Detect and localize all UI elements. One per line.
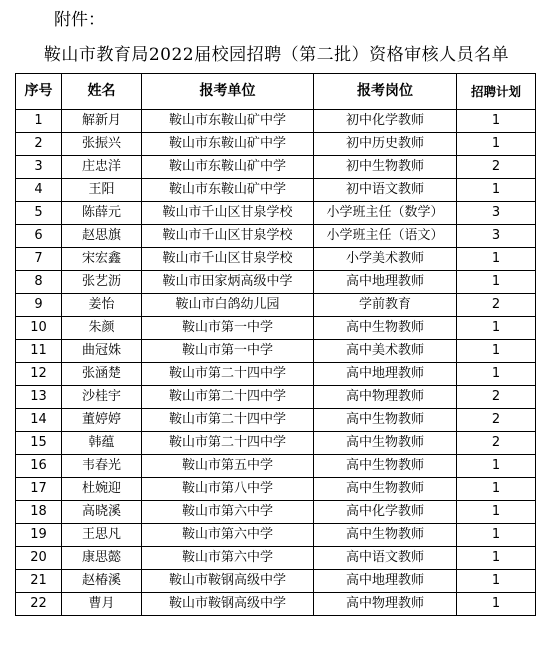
cell-plan: 1 (457, 317, 536, 340)
cell-unit: 鞍山市第二十四中学 (142, 363, 314, 386)
cell-unit: 鞍山市第八中学 (142, 478, 314, 501)
cell-position: 小学班主任（数学） (314, 202, 457, 225)
cell-plan: 1 (457, 271, 536, 294)
cell-unit: 鞍山市白鸽幼儿园 (142, 294, 314, 317)
cell-plan: 1 (457, 110, 536, 133)
table-row (16, 524, 536, 547)
cell-index: 8 (16, 271, 62, 294)
cell-plan: 1 (457, 524, 536, 547)
cell-plan: 1 (457, 455, 536, 478)
cell-unit: 鞍山市第六中学 (142, 524, 314, 547)
cell-plan: 2 (457, 432, 536, 455)
cell-position: 高中地理教师 (314, 363, 457, 386)
table-row (16, 432, 536, 455)
cell-position: 初中语文教师 (314, 179, 457, 202)
cell-name: 赵思旗 (62, 225, 142, 248)
cell-index: 17 (16, 478, 62, 501)
cell-unit: 鞍山市第六中学 (142, 547, 314, 570)
table-row (16, 179, 536, 202)
cell-index: 11 (16, 340, 62, 363)
cell-name: 朱颜 (62, 317, 142, 340)
table-row (16, 455, 536, 478)
cell-index: 10 (16, 317, 62, 340)
cell-index: 7 (16, 248, 62, 271)
cell-unit: 鞍山市第二十四中学 (142, 386, 314, 409)
cell-unit: 鞍山市田家炳高级中学 (142, 271, 314, 294)
cell-unit: 鞍山市鞍钢高级中学 (142, 593, 314, 616)
table-row (16, 501, 536, 524)
document-title: 鞍山市教育局2022届校园招聘（第二批）资格审核人员名单 (43, 45, 510, 65)
cell-plan: 1 (457, 501, 536, 524)
cell-position: 高中美术教师 (314, 340, 457, 363)
cell-plan: 1 (457, 340, 536, 363)
cell-name: 董婷婷 (62, 409, 142, 432)
table-row (16, 248, 536, 271)
cell-index: 1 (16, 110, 62, 133)
cell-plan: 2 (457, 294, 536, 317)
cell-index: 3 (16, 156, 62, 179)
cell-unit: 鞍山市鞍钢高级中学 (142, 570, 314, 593)
cell-position: 高中物理教师 (314, 593, 457, 616)
cell-unit: 鞍山市第六中学 (142, 501, 314, 524)
table-row (16, 547, 536, 570)
cell-name: 张艺沥 (62, 271, 142, 294)
table-row (16, 294, 536, 317)
cell-position: 高中生物教师 (314, 409, 457, 432)
cell-index: 20 (16, 547, 62, 570)
candidate-table (15, 73, 536, 616)
cell-plan: 2 (457, 156, 536, 179)
table-row (16, 570, 536, 593)
table-row (16, 110, 536, 133)
cell-unit: 鞍山市东鞍山矿中学 (142, 133, 314, 156)
cell-unit: 鞍山市第一中学 (142, 340, 314, 363)
cell-name: 庄忠洋 (62, 156, 142, 179)
header-unit: 报考单位 (142, 74, 314, 110)
table-row (16, 317, 536, 340)
table-row (16, 478, 536, 501)
cell-position: 高中物理教师 (314, 386, 457, 409)
cell-position: 高中化学教师 (314, 501, 457, 524)
table-row (16, 363, 536, 386)
cell-unit: 鞍山市千山区甘泉学校 (142, 248, 314, 271)
cell-unit: 鞍山市东鞍山矿中学 (142, 110, 314, 133)
cell-unit: 鞍山市第五中学 (142, 455, 314, 478)
cell-position: 高中地理教师 (314, 271, 457, 294)
cell-position: 高中生物教师 (314, 455, 457, 478)
cell-position: 高中地理教师 (314, 570, 457, 593)
cell-plan: 3 (457, 225, 536, 248)
table-row (16, 386, 536, 409)
cell-name: 高晓溪 (62, 501, 142, 524)
cell-position: 高中生物教师 (314, 317, 457, 340)
header-plan: 招聘计划 (457, 74, 536, 110)
cell-unit: 鞍山市第二十四中学 (142, 409, 314, 432)
cell-index: 18 (16, 501, 62, 524)
table-header-row (16, 74, 536, 110)
cell-unit: 鞍山市千山区甘泉学校 (142, 225, 314, 248)
cell-name: 沙桂宇 (62, 386, 142, 409)
cell-index: 21 (16, 570, 62, 593)
table-row (16, 133, 536, 156)
cell-position: 小学美术教师 (314, 248, 457, 271)
cell-unit: 鞍山市第二十四中学 (142, 432, 314, 455)
cell-index: 13 (16, 386, 62, 409)
cell-plan: 3 (457, 202, 536, 225)
cell-plan: 1 (457, 570, 536, 593)
table-row (16, 409, 536, 432)
cell-index: 12 (16, 363, 62, 386)
cell-index: 15 (16, 432, 62, 455)
cell-position: 高中生物教师 (314, 478, 457, 501)
cell-plan: 1 (457, 179, 536, 202)
table-row (16, 202, 536, 225)
cell-plan: 1 (457, 478, 536, 501)
cell-plan: 1 (457, 363, 536, 386)
cell-name: 张振兴 (62, 133, 142, 156)
table-row (16, 271, 536, 294)
cell-name: 曲冠姝 (62, 340, 142, 363)
cell-name: 姜怡 (62, 294, 142, 317)
cell-name: 曹月 (62, 593, 142, 616)
cell-position: 小学班主任（语文） (314, 225, 457, 248)
cell-unit: 鞍山市千山区甘泉学校 (142, 202, 314, 225)
table-row (16, 156, 536, 179)
cell-position: 初中历史教师 (314, 133, 457, 156)
cell-unit: 鞍山市第一中学 (142, 317, 314, 340)
cell-plan: 2 (457, 409, 536, 432)
header-position: 报考岗位 (314, 74, 457, 110)
cell-index: 16 (16, 455, 62, 478)
cell-name: 王阳 (62, 179, 142, 202)
cell-name: 韦春光 (62, 455, 142, 478)
cell-position: 学前教育 (314, 294, 457, 317)
cell-position: 高中生物教师 (314, 524, 457, 547)
attachment-label: 附件： (54, 10, 105, 30)
table-row (16, 340, 536, 363)
cell-name: 韩蕴 (62, 432, 142, 455)
cell-index: 19 (16, 524, 62, 547)
cell-index: 22 (16, 593, 62, 616)
table-row (16, 593, 536, 616)
cell-position: 初中化学教师 (314, 110, 457, 133)
header-name: 姓名 (62, 74, 142, 110)
cell-name: 陈薛元 (62, 202, 142, 225)
cell-unit: 鞍山市东鞍山矿中学 (142, 156, 314, 179)
cell-name: 解新月 (62, 110, 142, 133)
cell-plan: 1 (457, 593, 536, 616)
cell-index: 5 (16, 202, 62, 225)
cell-plan: 1 (457, 133, 536, 156)
table-row (16, 225, 536, 248)
cell-index: 6 (16, 225, 62, 248)
cell-index: 2 (16, 133, 62, 156)
header-index: 序号 (16, 74, 62, 110)
cell-name: 康思懿 (62, 547, 142, 570)
cell-name: 赵椿溪 (62, 570, 142, 593)
cell-index: 14 (16, 409, 62, 432)
cell-name: 杜婉迎 (62, 478, 142, 501)
cell-name: 王思凡 (62, 524, 142, 547)
cell-name: 张涵楚 (62, 363, 142, 386)
cell-unit: 鞍山市东鞍山矿中学 (142, 179, 314, 202)
cell-position: 初中生物教师 (314, 156, 457, 179)
cell-index: 4 (16, 179, 62, 202)
cell-plan: 2 (457, 386, 536, 409)
cell-plan: 1 (457, 547, 536, 570)
cell-position: 高中语文教师 (314, 547, 457, 570)
cell-name: 宋宏鑫 (62, 248, 142, 271)
cell-plan: 1 (457, 248, 536, 271)
cell-position: 高中生物教师 (314, 432, 457, 455)
cell-index: 9 (16, 294, 62, 317)
